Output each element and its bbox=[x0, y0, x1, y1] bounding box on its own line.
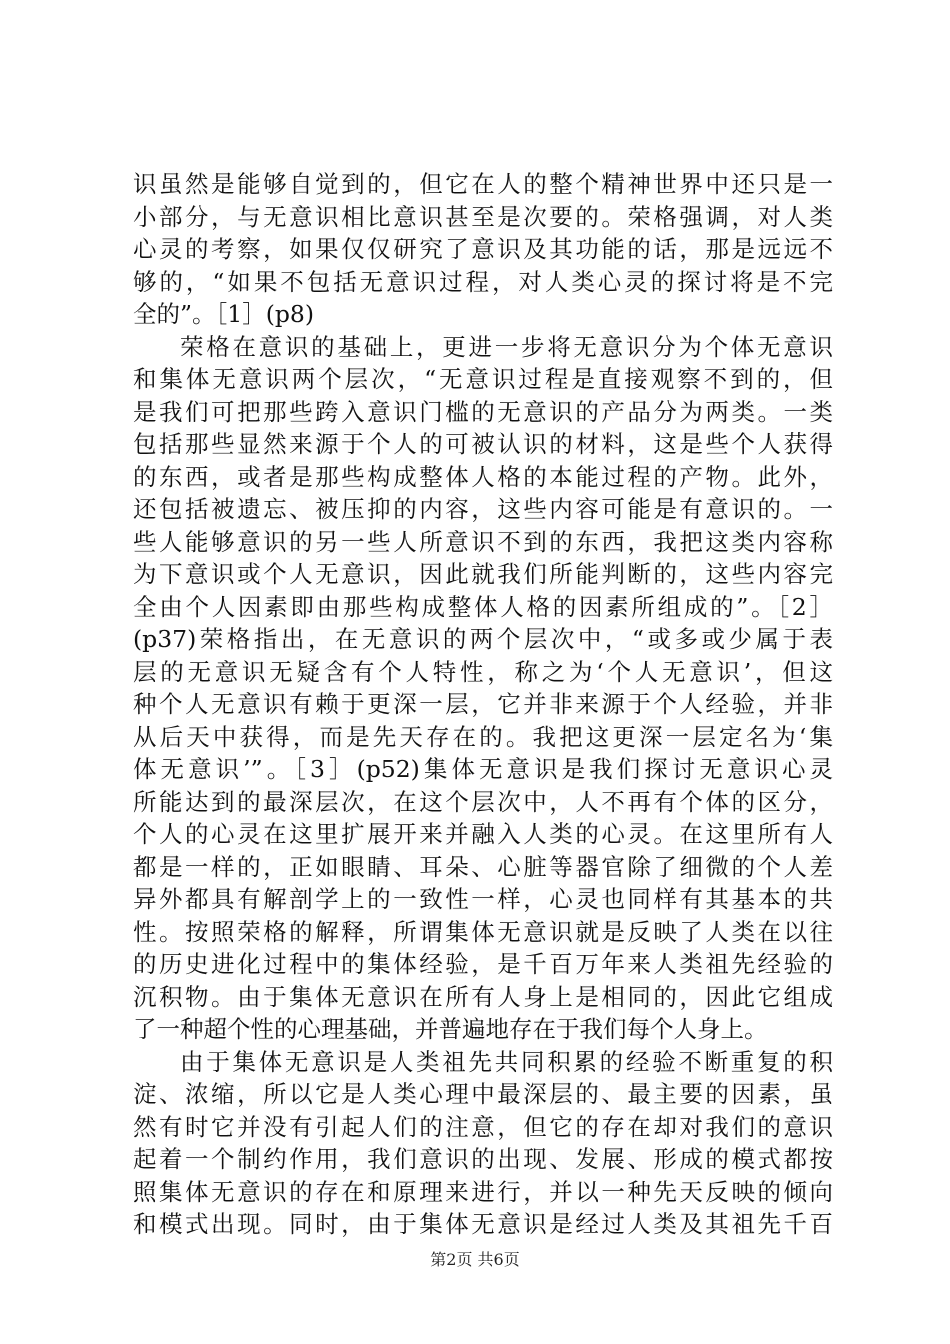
text-line: 和模式出现。同时，由于集体无意识是经过人类及其祖先千百 bbox=[133, 1210, 833, 1238]
text-line: 淀、浓缩，所以它是人类心理中最深层的、最主要的因素，虽 bbox=[133, 1080, 833, 1108]
text-line: 起着一个制约作用，我们意识的出现、发展、形成的模式都按 bbox=[133, 1145, 833, 1173]
text-line: 还包括被遗忘、被压抑的内容，这些内容可能是有意识的。一 bbox=[133, 495, 833, 523]
text-line: 体无意识’”。［3］(p52)集体无意识是我们探讨无意识心灵 bbox=[133, 755, 833, 783]
text-line: 小部分，与无意识相比意识甚至是次要的。荣格强调，对人类 bbox=[133, 203, 833, 231]
text-line: 异外都具有解剖学上的一致性一样，心灵也同样有其基本的共 bbox=[133, 885, 833, 913]
text-line: 些人能够意识的另一些人所意识不到的东西，我把这类内容称 bbox=[133, 528, 833, 556]
text-line: 的东西，或者是那些构成整体人格的本能过程的产物。此外， bbox=[133, 463, 833, 491]
text-line: 沉积物。由于集体无意识在所有人身上是相同的，因此它组成 bbox=[133, 983, 833, 1011]
text-line: 都是一样的，正如眼睛、耳朵、心脏等器官除了细微的个人差 bbox=[133, 853, 833, 881]
text-line: 种个人无意识有赖于更深一层，它并非来源于个人经验，并非 bbox=[133, 690, 833, 718]
text-line: 够的，“如果不包括无意识过程，对人类心灵的探讨将是不完 bbox=[133, 268, 833, 296]
page-number-footer: 第2页 共6页 bbox=[430, 1250, 520, 1269]
text-line: 照集体无意识的存在和原理来进行，并以一种先天反映的倾向 bbox=[133, 1178, 833, 1206]
text-line: 了一种超个性的心理基础，并普遍地存在于我们每个人身上。 bbox=[133, 1015, 768, 1043]
text-line: 全由个人因素即由那些构成整体人格的因素所组成的”。［2］ bbox=[133, 593, 833, 621]
text-line: 和集体无意识两个层次，“无意识过程是直接观察不到的，但 bbox=[133, 365, 833, 393]
text-line: 从后天中获得，而是先天存在的。我把这更深一层定名为‘集 bbox=[133, 723, 833, 751]
text-line: 性。按照荣格的解释，所谓集体无意识就是反映了人类在以往 bbox=[133, 918, 833, 946]
text-line: 是我们可把那些跨入意识门槛的无意识的产品分为两类。一类 bbox=[133, 398, 833, 426]
text-line: 识虽然是能够自觉到的，但它在人的整个精神世界中还只是一 bbox=[133, 170, 833, 198]
text-line: 为下意识或个人无意识，因此就我们所能判断的，这些内容完 bbox=[133, 560, 833, 588]
text-line: 全的”。［1］(p8) bbox=[133, 300, 315, 328]
text-line: 的历史进化过程中的集体经验，是千百万年来人类祖先经验的 bbox=[133, 950, 833, 978]
text-line: 然有时它并没有引起人们的注意，但它的存在却对我们的意识 bbox=[133, 1113, 833, 1141]
paragraph-first-line: 荣格在意识的基础上，更进一步将无意识分为个体无意识 bbox=[180, 333, 833, 361]
text-line: 所能达到的最深层次，在这个层次中，人不再有个体的区分， bbox=[133, 788, 833, 816]
text-line: 包括那些显然来源于个人的可被认识的材料，这是些个人获得 bbox=[133, 430, 833, 458]
text-line: (p37)荣格指出，在无意识的两个层次中，“或多或少属于表 bbox=[133, 625, 833, 653]
text-line: 个人的心灵在这里扩展开来并融入人类的心灵。在这里所有人 bbox=[133, 820, 833, 848]
text-line: 层的无意识无疑含有个人特性，称之为‘个人无意识’，但这 bbox=[133, 658, 833, 686]
paragraph-first-line: 由于集体无意识是人类祖先共同积累的经验不断重复的积 bbox=[180, 1048, 833, 1076]
text-line: 心灵的考察，如果仅仅研究了意识及其功能的话，那是远远不 bbox=[133, 235, 833, 263]
